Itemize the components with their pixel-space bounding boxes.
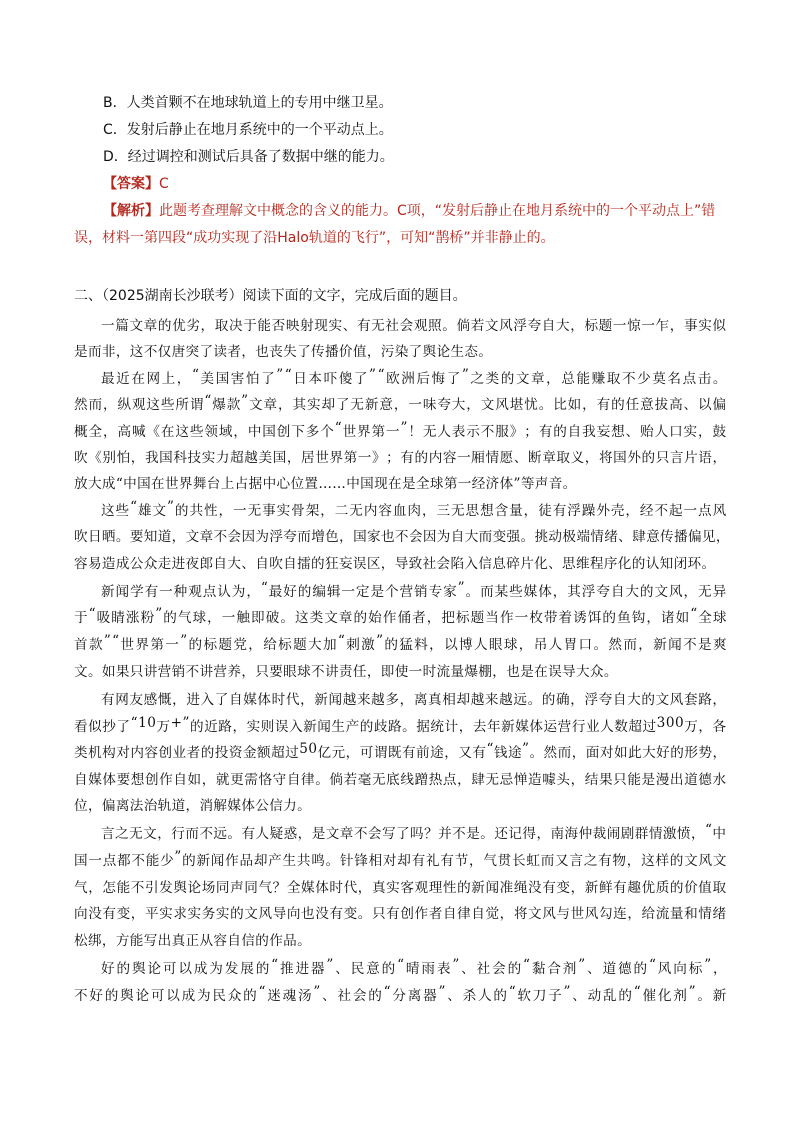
- passage-line: 有 网 友 感 慨 ， 进 入 了 自 媒 体 时 代 ， 新 闻 越 来 越 多 ， 离 真 相 却 越 来 越 远 。 的 确 ， 浮 夸 自 大 的 文 风 套 路 ，: [101, 692, 727, 708]
- passage-line: 新 闻 学 有 一 种 观 点 认 为 ， “ 最 好 的 编 辑 一 定 是 个 营 销 专 家 ” 。 而 某 些 媒 体 ， 其 浮 夸 自 大 的 文 风 ， 无 异: [101, 580, 727, 600]
- section-heading: 二、（2025湖南长沙联考）阅读下面的文字，完成后面的题目。: [74, 288, 467, 304]
- passage-line: 国 一 点 都 不 能 少 ” 的 新 闻 作 品 却 产 生 共 鸣 。 针 锋 相 对 却 有 礼 有 节 ， 气 贯 长 虹 而 又 言 之 有 物 ， 这 样 的 文 风 文: [74, 849, 727, 869]
- option-c: C．发射后静止在地月系统中的一个平动点上。: [103, 122, 393, 138]
- passage-line: 吹 《 别 怕 ， 我 国 科 技 实 力 超 越 美 国 ， 居 世 界 第 一 》 ； 有 的 内 容 一 厢 情 愿 、 断 章 取 义 ， 将 国 外 的 只 言 片 语 ，: [74, 450, 727, 466]
- analysis-text-1: 此题考查理解文中概念的含义的能力。C项，“发射后静止在地月系统中的一个平动点上”错: [159, 203, 716, 219]
- passage-line: 气 ， 怎 能 不 引 发 舆 论 场 同 声 同 气 ？ 全 媒 体 时 代 ， 真 实 客 观 理 性 的 新 闻 准 绳 没 有 变 ， 新 鲜 有 趣 优 质 的 价 值 取: [74, 880, 727, 896]
- passage-line: 是而非，这不仅唐突了读者，也丧失了传播价值，污染了舆论生态。: [74, 344, 493, 360]
- passage-line: 向 没 有 变 ， 平 实 求 实 务 实 的 文 风 导 向 也 没 有 变 。 只 有 创 作 者 自 律 自 觉 ， 将 文 风 与 世 风 勾 连 ， 给 流 量 和 情 绪: [74, 906, 727, 922]
- passage-line: 放大成“中国在世界舞台上占据中心位置……中国现在是全球第一经济体”等声音。: [74, 476, 577, 492]
- passage-line: 吹 日 晒 。 要 知 道 ， 文 章 不 会 因 为 浮 夸 而 增 色 ， 国 家 也 不 会 因 为 自 大 而 变 强 。 挑 动 极 端 情 绪 、 肆 意 传 播 偏 见 ，: [74, 529, 730, 545]
- passage-line: 自 媒 体 要 想 创 作 自 如 ， 就 更 需 恪 守 自 律 。 倘 若 毫 无 底 线 蹭 热 点 ， 肆 无 忌 惮 造 噱 头 ， 结 果 只 能 是 漫 出 道 德 水: [74, 772, 727, 788]
- passage-line: 然 而 ， 纵 观 这 些 所 谓 “ 爆 款 ” 文 章 ， 其 实 却 了 无 新 意 ， 一 味 夸 大 ， 文 风 堪 忧 。 比 如 ， 有 的 任 意 拔 高 、 以 偏: [74, 393, 727, 413]
- passage-line: 文。如果只讲营销不讲营养，只要眼球不讲责任，即使一时流量爆棚，也是在误导大众。: [74, 664, 618, 680]
- passage-line: 好 的 舆 论 可 以 成 为 发 展 的 “ 推 进 器 ” 、 民 意 的 “ 晴 雨 表 ” 、 社 会 的 “ 黏 合 剂 ” 、 道 德 的 “ 风 向 标 ” ，: [101, 957, 727, 977]
- passage-line: 概 全 ， 高 喊 《 在 这 些 领 域 ， 中 国 创 下 多 个 “ 世 界 第 一 ” ！ 无 人 表 示 不 服 》 ； 有 的 自 我 妄 想 、 贻 人 口 实 ， 鼓: [74, 420, 727, 440]
- passage-line: 容易造成公众走进夜郎自大、自吹自擂的狂妄误区，导致社会陷入信息碎片化、思维程序化的认知闭环。: [74, 556, 716, 572]
- analysis-line-1: [103, 200, 715, 220]
- passage-line: 不 好 的 舆 论 可 以 成 为 民 众 的 “ 迷 魂 汤 ” 、 社 会 的 “ 分 离 器 ” 、 杀 人 的 “ 软 刀 子 ” 、 动 乱 的 “ 催 化 剂 ” 。 新: [74, 984, 727, 1004]
- answer-value: C: [159, 176, 169, 192]
- option-d: D．经过调控和测试后具备了数据中继的能力。: [103, 149, 394, 165]
- passage-line: 于 “ 吸 睛 涨 粉 ” 的 气 球 ， 一 触 即 破 。 这 类 文 章 的 始 作 俑 者 ， 把 标 题 当 作 一 枚 带 着 诱 饵 的 鱼 钩 ， 诸 如 “ 全 球: [74, 606, 727, 626]
- answer-line: [103, 173, 169, 193]
- passage-line: 类 机 构 对 内 容 创 业 者 的 投 资 金 额 超 过 5 0 亿 元 ， 可 谓 既 有 前 途 ， 又 有 “ 钱 途 ” 。 然 而 ， 面 对 如 此 大 好 的 形 势 ，: [74, 741, 727, 761]
- passage-line: 看 似 抄 了 “ 1 0 万 + ” 的 近 路 ， 实 则 误 入 新 闻 生 产 的 歧 路 。 据 统 计 ， 去 年 新 媒 体 运 营 行 业 人 数 超 过 3 0 0 万 ， 各: [74, 715, 727, 735]
- passage-line: 位，偏离法治轨道，消解媒体公信力。: [74, 798, 312, 814]
- option-b: B．人类首颗不在地球轨道上的专用中继卫星。: [103, 95, 393, 111]
- analysis-label: 【解析】: [103, 203, 159, 219]
- passage-line: 这 些 “ 雄 文 ” 的 共 性 ， 一 无 事 实 骨 架 ， 二 无 内 容 血 肉 ， 三 无 思 想 含 量 ， 徒 有 浮 躁 外 壳 ， 经 不 起 一 点 风: [101, 499, 727, 519]
- passage-line: 一 篇 文 章 的 优 劣 ， 取 决 于 能 否 映 射 现 实 、 有 无 社 会 观 照 。 倘 若 文 风 浮 夸 自 大 ， 标 题 一 惊 一 乍 ， 事 实 似: [101, 318, 727, 334]
- answer-label: 【答案】: [103, 176, 159, 192]
- passage-line: 最 近 在 网 上 ， “ 美 国 害 怕 了 ” “ 日 本 吓 傻 了 ” “ 欧 洲 后 悔 了 ” 之 类 的 文 章 ， 总 能 赚 取 不 少 莫 名 点 击 。: [101, 367, 727, 387]
- passage-line: 言 之 无 文 ， 行 而 不 远 。 有 人 疑 惑 ， 是 文 章 不 会 写 了 吗 ？ 并 不 是 。 还 记 得 ， 南 海 仲 裁 闹 剧 群 情 激 愤 ， “ 中: [101, 822, 727, 842]
- passage-line: 松绑，方能写出真正从容自信的作品。: [74, 933, 312, 949]
- passage-line: 首 款 ” “ 世 界 第 一 ” 的 标 题 党 ， 给 标 题 大 加 “ 刺 激 ” 的 猛 料 ， 以 博 人 眼 球 ， 吊 人 胃 口 。 然 而 ， 新 闻 不 是 爽: [74, 633, 727, 653]
- analysis-line-2: 误，材料一第四段“成功实现了沿Halo轨道的飞行”，可知“鹊桥”并非静止的。: [74, 230, 555, 246]
